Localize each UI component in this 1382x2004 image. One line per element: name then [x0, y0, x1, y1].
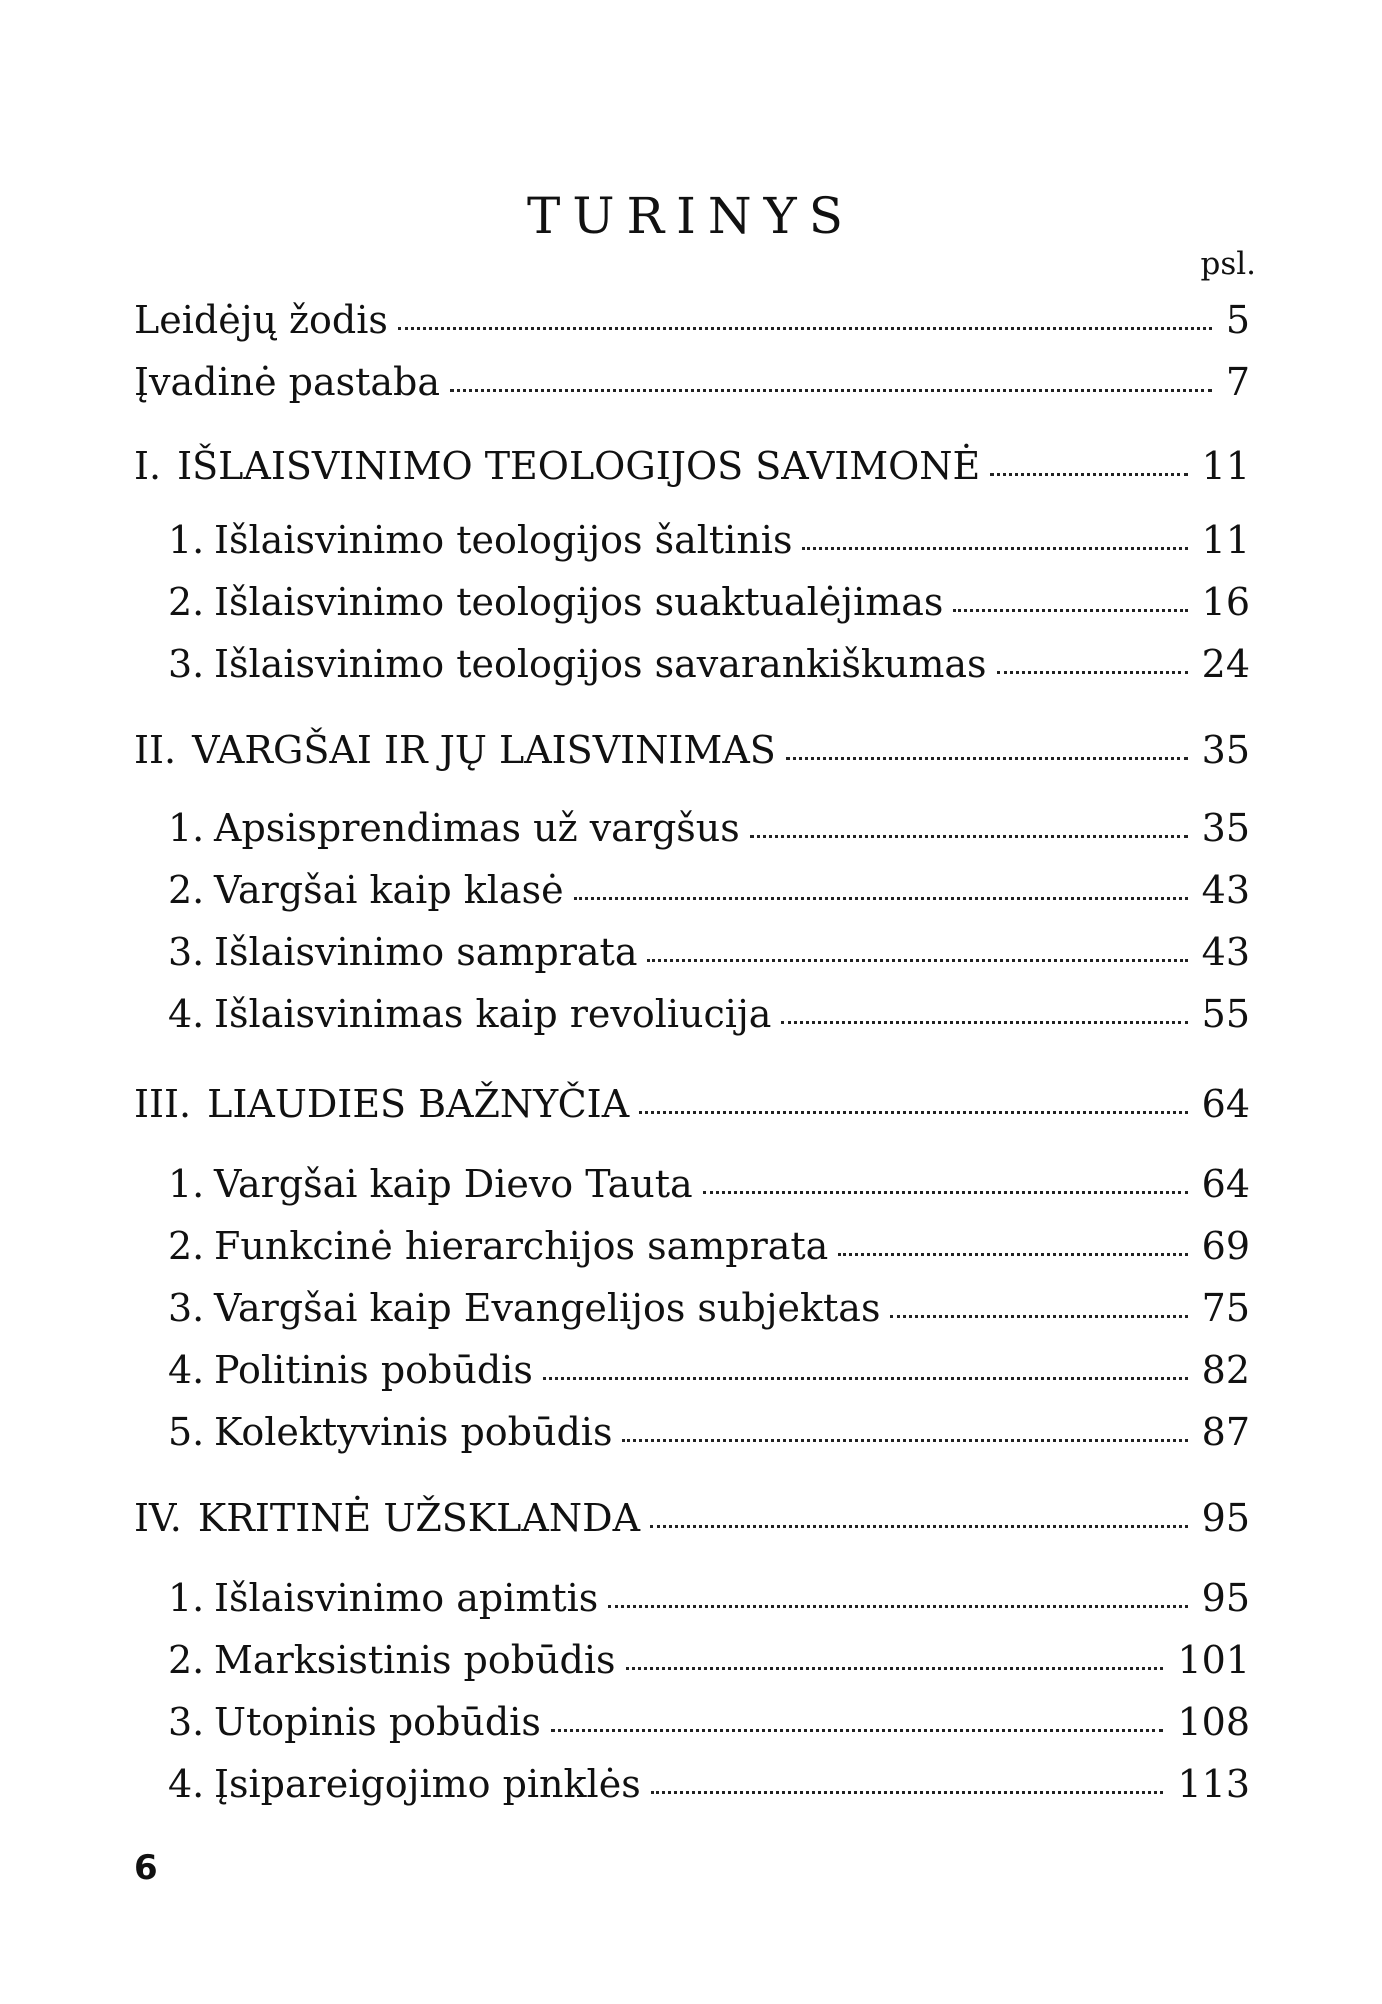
toc-title: TURINYS	[527, 187, 855, 245]
entry-page: 82	[1201, 1348, 1250, 1392]
entry-number: 1.	[168, 518, 205, 562]
entry-label: VARGŠAI IR JŲ LAISVINIMAS	[192, 728, 776, 772]
dot-leader	[574, 896, 1188, 900]
entry-page: 69	[1201, 1224, 1250, 1268]
toc-entry	[168, 1346, 1250, 1394]
dot-leader	[622, 1438, 1187, 1442]
entry-page: 95	[1201, 1576, 1250, 1620]
dot-leader	[750, 834, 1188, 838]
entry-page: 24	[1201, 642, 1250, 686]
entry-label: Politinis pobūdis	[214, 1348, 533, 1392]
toc-entry	[168, 1760, 1250, 1808]
entry-page: 101	[1177, 1638, 1250, 1682]
dot-leader	[608, 1604, 1187, 1608]
entry-number: 3.	[168, 930, 205, 974]
toc-entry	[134, 358, 1250, 406]
entry-label: Išlaisvinimo teologijos savarankiškumas	[214, 642, 987, 686]
entry-page: 7	[1225, 360, 1250, 404]
toc-entry	[168, 1574, 1250, 1622]
toc-entry	[168, 640, 1250, 688]
dot-leader	[647, 958, 1187, 962]
entry-label: Kolektyvinis pobūdis	[214, 1410, 613, 1454]
dot-leader	[551, 1728, 1164, 1732]
entry-number: I.	[134, 444, 162, 488]
entry-page: 95	[1201, 1496, 1250, 1540]
entry-label: Išlaisvinimo samprata	[214, 930, 638, 974]
entry-label: Išlaisvinimo apimtis	[214, 1576, 599, 1620]
dot-leader	[838, 1252, 1187, 1256]
entry-page: 5	[1225, 298, 1250, 342]
entry-page: 11	[1201, 444, 1250, 488]
entry-number: 4.	[168, 992, 205, 1036]
entry-label: LIAUDIES BAŽNYČIA	[207, 1082, 630, 1126]
entry-number: 3.	[168, 1286, 205, 1330]
toc-entry	[134, 1494, 1250, 1542]
entry-page: 43	[1201, 868, 1250, 912]
page-number: 6	[134, 1848, 158, 1888]
toc-entry	[168, 804, 1250, 852]
dot-leader	[997, 670, 1188, 674]
dot-leader	[703, 1190, 1188, 1194]
entry-label: Išlaisvinimo teologijos šaltinis	[214, 518, 793, 562]
entry-label: KRITINĖ UŽSKLANDA	[197, 1496, 641, 1540]
entry-label: IŠLAISVINIMO TEOLOGIJOS SAVIMONĖ	[177, 444, 981, 488]
dot-leader	[990, 472, 1187, 476]
toc-entry	[168, 578, 1250, 626]
entry-page: 113	[1177, 1762, 1250, 1806]
toc-entry	[168, 1222, 1250, 1270]
toc-entry	[134, 442, 1250, 490]
dot-leader	[802, 546, 1187, 550]
dot-leader	[786, 756, 1188, 760]
entry-number: 4.	[168, 1762, 205, 1806]
toc-entry	[168, 928, 1250, 976]
entry-page: 16	[1201, 580, 1250, 624]
toc-entry	[168, 990, 1250, 1038]
page-column-label: psl.	[1200, 246, 1256, 282]
entry-number: 2.	[168, 580, 205, 624]
entry-label: Įvadinė pastaba	[134, 360, 441, 404]
toc-entry	[134, 296, 1250, 344]
entry-label: Vargšai kaip Evangelijos subjektas	[214, 1286, 881, 1330]
entry-number: 2.	[168, 1638, 205, 1682]
entry-page: 108	[1177, 1700, 1250, 1744]
dot-leader	[781, 1020, 1187, 1024]
toc-entry	[168, 1284, 1250, 1332]
entry-number: II.	[134, 728, 177, 772]
dot-leader	[651, 1790, 1164, 1794]
entry-page: 35	[1201, 806, 1250, 850]
entry-page: 64	[1201, 1082, 1250, 1126]
entry-number: 1.	[168, 806, 205, 850]
entry-label: Apsisprendimas už vargšus	[214, 806, 740, 850]
entry-label: Vargšai kaip klasė	[214, 868, 564, 912]
entry-number: III.	[134, 1082, 192, 1126]
dot-leader	[626, 1666, 1164, 1670]
entry-number: 2.	[168, 1224, 205, 1268]
entry-number: IV.	[134, 1496, 182, 1540]
entry-page: 64	[1201, 1162, 1250, 1206]
toc-entry	[134, 726, 1250, 774]
entry-page: 55	[1201, 992, 1250, 1036]
entry-label: Įsipareigojimo pinklės	[214, 1762, 641, 1806]
entry-number: 1.	[168, 1576, 205, 1620]
dot-leader	[890, 1314, 1187, 1318]
entry-number: 5.	[168, 1410, 205, 1454]
dot-leader	[953, 608, 1187, 612]
toc-entry	[168, 1408, 1250, 1456]
entry-page: 11	[1201, 518, 1250, 562]
toc-entry	[168, 866, 1250, 914]
entry-label: Išlaisvinimas kaip revoliucija	[214, 992, 772, 1036]
entry-page: 75	[1201, 1286, 1250, 1330]
toc-entry	[168, 516, 1250, 564]
entry-number: 3.	[168, 1700, 205, 1744]
dot-leader	[543, 1376, 1188, 1380]
entry-number: 4.	[168, 1348, 205, 1392]
entry-label: Marksistinis pobūdis	[214, 1638, 616, 1682]
toc-entry	[168, 1698, 1250, 1746]
toc-entry	[168, 1636, 1250, 1684]
entry-label: Funkcinė hierarchijos samprata	[214, 1224, 829, 1268]
dot-leader	[639, 1110, 1188, 1114]
entry-label: Utopinis pobūdis	[214, 1700, 541, 1744]
entry-number: 1.	[168, 1162, 205, 1206]
entry-page: 87	[1201, 1410, 1250, 1454]
dot-leader	[650, 1524, 1188, 1528]
entry-number: 2.	[168, 868, 205, 912]
entry-page: 43	[1201, 930, 1250, 974]
toc-entry	[134, 1080, 1250, 1128]
entry-number: 3.	[168, 642, 205, 686]
entry-label: Vargšai kaip Dievo Tauta	[214, 1162, 693, 1206]
entry-page: 35	[1201, 728, 1250, 772]
dot-leader	[398, 326, 1212, 330]
toc-entry	[168, 1160, 1250, 1208]
entry-label: Leidėjų žodis	[134, 298, 388, 342]
entry-label: Išlaisvinimo teologijos suaktualėjimas	[214, 580, 944, 624]
dot-leader	[450, 388, 1212, 392]
